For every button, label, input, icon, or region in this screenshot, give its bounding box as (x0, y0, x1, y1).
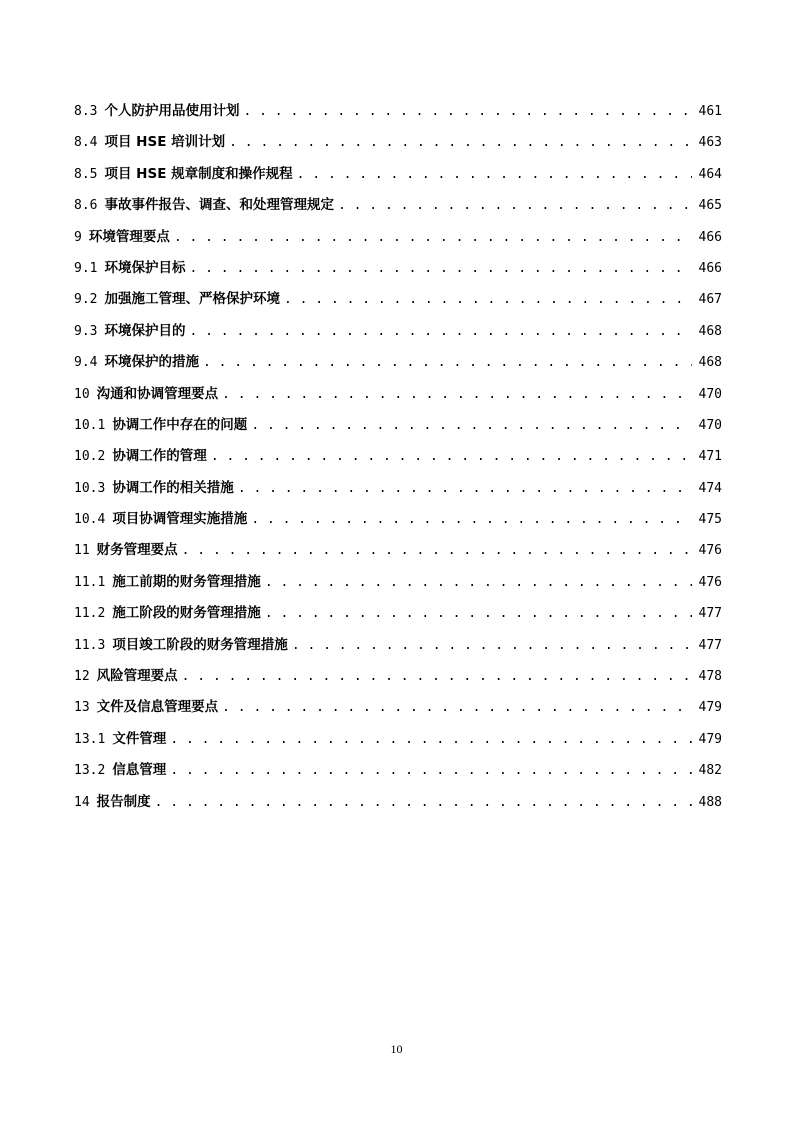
toc-entry-page: 479 (698, 731, 722, 747)
toc-entry-number: 10.4 (74, 512, 106, 528)
toc-entry-9-2[interactable] (74, 288, 722, 319)
toc-entry-12[interactable] (74, 665, 722, 696)
toc-entry-page: 470 (698, 417, 722, 433)
toc-entry-title: 事故事件报告、调查、和处理管理规定 (104, 197, 334, 214)
toc-entry-number: 10.1 (74, 417, 106, 433)
toc-entry-page: 488 (698, 794, 722, 810)
dot-leader (182, 666, 692, 688)
toc-entry-8-5[interactable] (74, 163, 722, 194)
toc-entry-13-2[interactable] (74, 759, 722, 790)
dot-leader (174, 227, 692, 249)
toc-entry-number: 14 (74, 794, 90, 810)
toc-entry-title: 环境保护目的 (104, 322, 186, 339)
toc-entry-number: 8.4 (74, 135, 98, 151)
toc-entry-10-3[interactable] (74, 477, 722, 508)
toc-entry-page: 466 (698, 260, 722, 276)
toc-entry-8-4[interactable] (74, 131, 722, 162)
toc-entry-page: 478 (698, 669, 722, 685)
dot-leader (222, 384, 692, 406)
toc-entry-title: 财务管理要点 (96, 542, 178, 559)
toc-entry-title: 报告制度 (96, 793, 151, 810)
toc-entry-9-1[interactable] (74, 257, 722, 288)
toc-entry-page: 463 (698, 135, 722, 151)
toc-entry-10[interactable] (74, 383, 722, 414)
toc-entry-number: 13 (74, 700, 90, 716)
toc-entry-page: 476 (698, 543, 722, 559)
toc-entry-number: 11.2 (74, 606, 106, 622)
toc-entry-title: 加强施工管理、严格保护环境 (104, 291, 280, 308)
dot-leader (243, 101, 692, 123)
toc-entry-title: 项目 HSE 规章制度和操作规程 (104, 165, 293, 182)
dot-leader (189, 258, 692, 280)
toc-entry-number: 8.3 (74, 104, 98, 119)
toc-entry-11-3[interactable] (74, 634, 722, 665)
toc-entry-title: 个人防护用品使用计划 (104, 103, 240, 119)
dot-leader (284, 289, 692, 311)
toc-entry-page: 476 (698, 574, 722, 590)
toc-entry-9-4[interactable] (74, 351, 722, 382)
dot-leader (297, 164, 692, 186)
toc-entry-number: 9.3 (74, 323, 98, 339)
toc-entry-page: 482 (698, 763, 722, 779)
toc-entry-title: 项目竣工阶段的财务管理措施 (112, 636, 288, 653)
toc-entry-title: 风险管理要点 (96, 668, 178, 685)
toc-entry-page: 470 (698, 386, 722, 402)
toc-entry-page: 468 (698, 355, 722, 371)
toc-entry-page: 466 (698, 229, 722, 245)
toc-entry-number: 12 (74, 669, 90, 685)
toc-entry-10-1[interactable] (74, 414, 722, 445)
dot-leader (292, 635, 692, 657)
toc-entry-title: 施工阶段的财务管理措施 (112, 605, 261, 622)
toc-entry-page: 471 (698, 449, 722, 465)
toc-entry-number: 13.2 (74, 763, 106, 779)
toc-entry-11-2[interactable] (74, 602, 722, 633)
dot-leader (189, 321, 692, 343)
dot-leader (170, 729, 692, 751)
toc-entry-number: 8.5 (74, 166, 98, 182)
toc-entry-title: 协调工作的相关措施 (112, 479, 234, 496)
toc-entry-11-1[interactable] (74, 571, 722, 602)
toc-entry-number: 9.1 (74, 260, 98, 276)
toc-entry-title: 文件管理 (112, 730, 167, 747)
toc-entry-number: 9.4 (74, 355, 98, 371)
toc-entry-number: 11.3 (74, 637, 106, 653)
toc-entry-number: 9 (74, 229, 82, 245)
toc-entry-title: 环境管理要点 (88, 228, 170, 245)
toc-entry-page: 467 (698, 292, 722, 308)
dot-leader (238, 478, 692, 500)
toc-entry-number: 10.2 (74, 449, 106, 465)
table-of-contents (74, 100, 722, 822)
toc-entry-number: 10.3 (74, 480, 106, 496)
dot-leader (211, 446, 692, 468)
dot-leader (251, 509, 692, 531)
toc-entry-number: 13.1 (74, 731, 106, 747)
dot-leader (265, 603, 692, 625)
dot-leader (251, 415, 692, 437)
toc-entry-page: 475 (698, 512, 722, 528)
dot-leader (155, 792, 692, 814)
toc-entry-8-6[interactable] (74, 194, 722, 225)
toc-entry-10-4[interactable] (74, 508, 722, 539)
toc-entry-number: 11.1 (74, 574, 106, 590)
toc-entry-title: 环境保护的措施 (104, 354, 199, 371)
toc-entry-title: 信息管理 (112, 762, 167, 779)
toc-entry-page: 468 (698, 323, 722, 339)
toc-entry-page: 461 (698, 104, 722, 119)
toc-entry-9[interactable] (74, 226, 722, 257)
dot-leader (203, 352, 692, 374)
dot-leader (222, 697, 692, 719)
dot-leader (182, 540, 692, 562)
toc-entry-page: 465 (698, 198, 722, 214)
toc-entry-14[interactable] (74, 791, 722, 822)
toc-entry-page: 479 (698, 700, 722, 716)
toc-entry-number: 11 (74, 543, 90, 559)
page-number: 10 (390, 1042, 403, 1056)
toc-entry-title: 协调工作的管理 (112, 448, 207, 465)
toc-entry-page: 477 (698, 637, 722, 653)
toc-entry-page: 477 (698, 606, 722, 622)
toc-entry-title: 文件及信息管理要点 (96, 699, 219, 716)
dot-leader (229, 132, 692, 154)
toc-entry-13-1[interactable] (74, 728, 722, 759)
toc-entry-title: 项目 HSE 培训计划 (104, 134, 226, 151)
toc-entry-page: 464 (698, 166, 722, 182)
toc-entry-9-3[interactable] (74, 320, 722, 351)
toc-entry-page: 474 (698, 480, 722, 496)
toc-entry-title: 施工前期的财务管理措施 (112, 573, 261, 590)
toc-entry-11[interactable] (74, 539, 722, 570)
toc-entry-number: 8.6 (74, 198, 98, 214)
toc-entry-title: 项目协调管理实施措施 (112, 511, 248, 528)
toc-entry-10-2[interactable] (74, 445, 722, 476)
toc-entry-number: 10 (74, 386, 90, 402)
dot-leader (170, 760, 692, 782)
toc-entry-title: 沟通和协调管理要点 (96, 385, 219, 402)
toc-entry-title: 环境保护目标 (104, 259, 186, 276)
toc-entry-13[interactable] (74, 696, 722, 727)
dot-leader (265, 572, 692, 594)
dot-leader (338, 195, 692, 217)
toc-entry-title: 协调工作中存在的问题 (112, 416, 248, 433)
toc-entry-number: 9.2 (74, 292, 98, 308)
toc-entry-8-3[interactable] (74, 100, 722, 131)
